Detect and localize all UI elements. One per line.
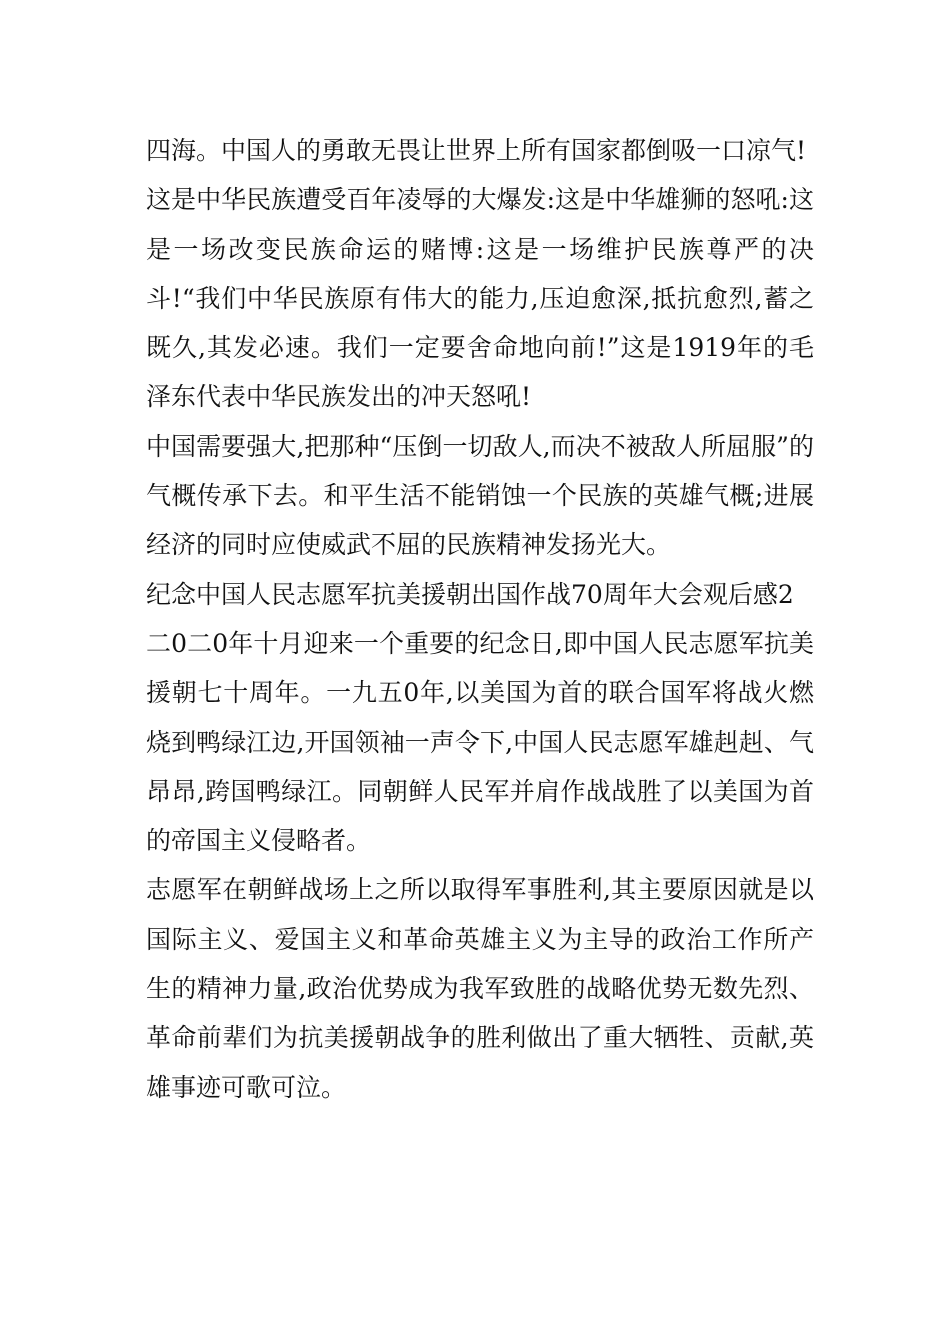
paragraph-3: 中国需要强大,把那种“压倒一切敌人,而决不被敌人所屈服”的气概传承下去。和平生活不能销蚀一个民族的英雄气概;进展经济的同时应使威武不屈的民族精神发扬光大。 (146, 431, 814, 560)
paragraph-1: 四海。中国人的勇敢无畏让世界上所有国家都倒吸一口凉气! (146, 136, 807, 165)
essay-title: 纪念中国人民志愿军抗美援朝出国作战70周年大会观后感2 (146, 579, 794, 609)
paragraph-5: 志愿军在朝鲜战场上之所以取得军事胜利,其主要原因就是以国际主义、爱国主义和革命英雄主义为主导的政治工作所产生的精神力量,政治优势成为我军致胜的战略优势无数先烈、革命前辈们为抗美援朝战争的胜利做出了重大牺牲、贡献,英雄事迹可歌可泣。 (146, 875, 814, 1102)
document-body (146, 126, 814, 1112)
paragraph-4: 二0二0年十月迎来一个重要的纪念日,即中国人民志愿军抗美援朝七十周年。一九五0年,以美国为首的联合国军将战火燃烧到鸭绿江边,开国领袖一声令下,中国人民志愿军雄赳赳、气昂昂,跨国鸭绿江。同朝鲜人民军并肩作战战胜了以美国为首的帝国主义侵略者。 (146, 628, 814, 856)
paragraph-2: 这是中华民族遭受百年凌辱的大爆发:这是中华雄狮的怒吼:这是一场改变民族命运的赌博:这是一场维护民族尊严的决斗!“我们中华民族原有伟大的能力,压迫愈深,抵抗愈烈,蓄之既久,其发必速。我们一定要舍命地向前!”这是1919年的毛泽东代表中华民族发出的冲天怒吼! (146, 185, 814, 412)
